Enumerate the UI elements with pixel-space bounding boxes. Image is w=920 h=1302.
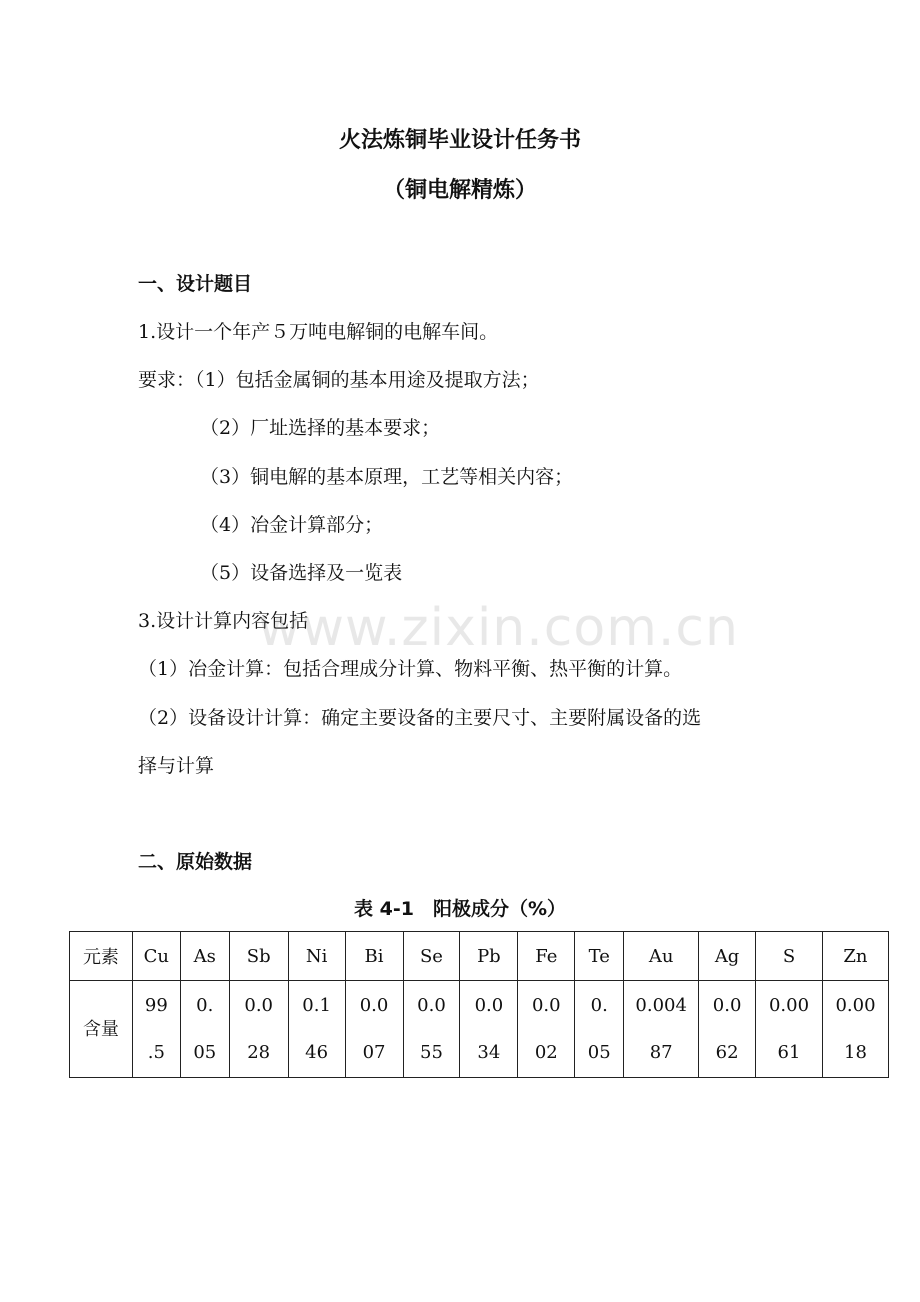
element-cell: Se <box>403 932 460 981</box>
content-value-part: 0.1 <box>302 995 331 1016</box>
content-value-part: 0.00 <box>768 995 810 1016</box>
content-value-part: 28 <box>247 1042 271 1063</box>
content-value-part: .5 <box>147 1042 165 1063</box>
content-value-part: 0.0 <box>359 995 389 1016</box>
anode-composition-table <box>69 931 889 1078</box>
content-value-part: 0.0 <box>417 995 446 1016</box>
section-heading-raw-data: 二、原始数据 <box>138 851 253 873</box>
content-value-part: 62 <box>715 1042 739 1063</box>
element-cell: Ag <box>699 932 756 981</box>
content-value-part: 0.0 <box>474 995 504 1016</box>
section-heading-design-topic: 一、设计题目 <box>138 273 253 295</box>
table-row <box>70 932 889 981</box>
content-value-part: 0.0 <box>244 995 274 1016</box>
element-cell: Fe <box>518 932 575 981</box>
element-cell: Ni <box>288 932 345 981</box>
content-value-part: 99 <box>144 995 168 1016</box>
table-row <box>70 981 889 1078</box>
table-caption: 表 4-1 阳极成分（%） <box>354 898 566 920</box>
content-cell <box>822 981 888 1078</box>
calc-item-2-continued: 择与计算 <box>138 755 215 777</box>
content-value-part: 02 <box>534 1042 558 1063</box>
content-cell <box>132 981 180 1078</box>
calc-item-2: （2）设备设计计算：确定主要设备的主要尺寸、主要附属设备的选 <box>138 707 702 729</box>
requirement-item: （4）冶金计算部分； <box>200 514 384 536</box>
content-value-part: 05 <box>587 1042 611 1063</box>
content-value-part: 0.0 <box>531 995 561 1016</box>
content-cell <box>460 981 518 1078</box>
element-cell: S <box>756 932 823 981</box>
element-cell: Pb <box>460 932 518 981</box>
content-value-part: 07 <box>362 1042 386 1063</box>
content-value-part: 87 <box>649 1042 673 1063</box>
content-cell <box>518 981 575 1078</box>
calc-item-1: （1）冶金计算：包括合理成分计算、物料平衡、热平衡的计算。 <box>138 658 683 680</box>
content-value-part: 18 <box>844 1042 867 1063</box>
content-value-part: 0.004 <box>635 995 687 1016</box>
content-value-part: 61 <box>777 1042 801 1063</box>
content-value-part: 34 <box>477 1042 501 1063</box>
content-value-part: 46 <box>305 1042 329 1063</box>
document-title: 火法炼铜毕业设计任务书 <box>338 128 581 153</box>
requirement-item: （2）厂址选择的基本要求； <box>200 417 441 439</box>
content-cell <box>699 981 756 1078</box>
element-cell: Sb <box>229 932 288 981</box>
content-value-part: 0. <box>196 995 214 1016</box>
content-value-part: 0.00 <box>835 995 876 1016</box>
content-value-part: 05 <box>193 1042 217 1063</box>
row-header-content: 含量 <box>70 981 133 1078</box>
row-header-element: 元素 <box>70 932 133 981</box>
content-value-part: 0. <box>590 995 608 1016</box>
element-cell: Te <box>575 932 624 981</box>
requirements-lead: 要求：（1）包括金属铜的基本用途及提取方法； <box>138 369 540 391</box>
requirement-item: （5）设备选择及一览表 <box>200 562 403 584</box>
element-cell: As <box>180 932 229 981</box>
element-cell: Bi <box>345 932 403 981</box>
topic-item-1: 1.设计一个年产５万吨电解铜的电解车间。 <box>138 321 499 343</box>
content-value-part: 0.0 <box>712 995 742 1016</box>
content-cell <box>180 981 229 1078</box>
document-subtitle: （铜电解精炼） <box>382 178 537 203</box>
content-cell <box>288 981 345 1078</box>
topic-item-3: 3.设计计算内容包括 <box>138 610 309 632</box>
content-cell <box>345 981 403 1078</box>
element-cell: Zn <box>822 932 888 981</box>
element-cell: Au <box>624 932 699 981</box>
content-cell <box>756 981 823 1078</box>
requirement-item: （3）铜电解的基本原理，工艺等相关内容； <box>200 466 574 488</box>
content-cell <box>624 981 699 1078</box>
watermark: www.zixin.com.cn <box>258 598 739 658</box>
content-value-part: 55 <box>420 1042 443 1063</box>
content-cell <box>229 981 288 1078</box>
element-cell: Cu <box>132 932 180 981</box>
content-cell <box>403 981 460 1078</box>
content-cell <box>575 981 624 1078</box>
